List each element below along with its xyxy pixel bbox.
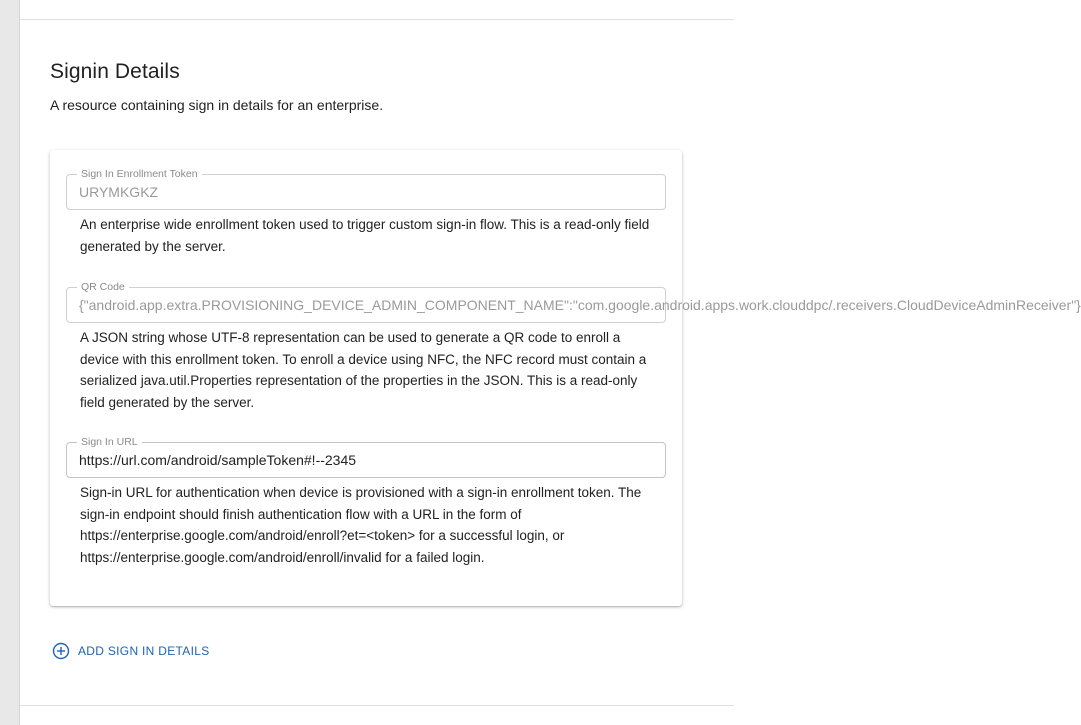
qr-code-field[interactable] [66, 281, 1081, 323]
qr-code-label: QR Code [77, 280, 129, 294]
signin-url-field[interactable] [66, 436, 666, 478]
section-title: Signin Details [50, 60, 180, 83]
top-divider [20, 19, 734, 20]
signin-url-help: Sign-in URL for authentication when device is provisioned with a sign-in enrollment token. The sign-in endpoint should finish authentication flow with a URL in the form of https://enterprise.google.com/android/enroll?et=<token> for a successful login, or https://enterprise.google.com/android/enroll/invalid for a failed login. [80, 485, 642, 565]
signin-details-card [50, 150, 1081, 606]
signin-url-label: Sign In URL [77, 435, 142, 449]
qr-code-help: A JSON string whose UTF-8 representation can be used to generate a QR code to enroll a device with this enrollment token. To enroll a device using NFC, the NFC record must contain a serialized java.util.Properties representation of the properties in the JSON. This is a read-only field generated by the server. [80, 330, 647, 410]
add-sign-in-details-button[interactable] [52, 641, 210, 661]
add-sign-in-details-label: ADD SIGN IN DETAILS [78, 644, 210, 658]
qr-code-value: {"android.app.extra.PROVISIONING_DEVICE_ADMIN_COMPONENT_NAME":"com.google.android.apps.work.clouddpc/.receivers.CloudDeviceAdminReceiver"} [79, 297, 1081, 313]
enrollment-token-value: URYMKGKZ [79, 184, 159, 200]
enrollment-token-help: An enterprise wide enrollment token used to trigger custom sign-in flow. This is a read-only field generated by the server. [80, 217, 650, 254]
enrollment-token-field[interactable] [66, 168, 666, 210]
bottom-divider [20, 705, 734, 706]
section-subtitle: A resource containing sign in details for an enterprise. [50, 97, 384, 113]
add-circle-outline-icon [52, 642, 70, 660]
signin-url-value: https://url.com/android/sampleToken#!--2345 [79, 452, 357, 468]
left-rail [0, 0, 20, 725]
enrollment-token-label: Sign In Enrollment Token [77, 167, 202, 181]
